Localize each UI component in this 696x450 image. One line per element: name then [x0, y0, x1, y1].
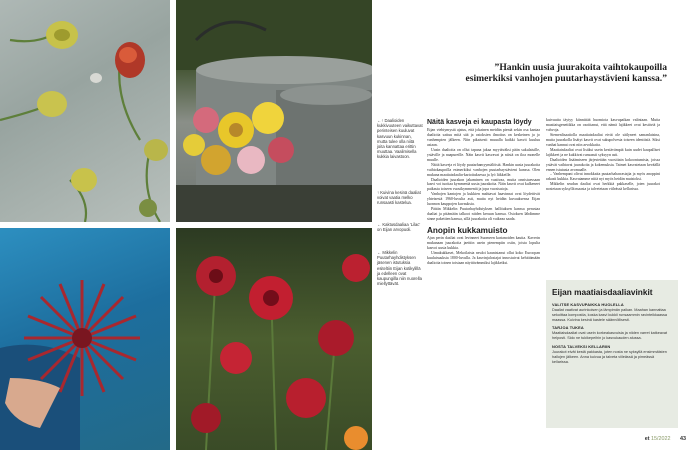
- body-paragraph: – Vanhempani olivat innokkaita puutarhaharrastajia ja myös anoppini rakasti kukkia. Kasvatamme niitä nyt myös heidän muistoksi.: [546, 172, 660, 182]
- photo-caption: ←↑ Daalioiden kukkivuuteen vaikuttavat perinteisen kuuluvat kasvuun kukinnan, mutta tulee olla niitä joita kannattaa erittin muuttaa. Vaalimisella kukkia laivastoon.: [377, 118, 423, 160]
- body-paragraph: Mikkelin seudun daaliat ovat herkkiä pakkaselle, joten juurakot nostetaan syksyllä maasta ja talvetetaan viileässä kellarissa.: [546, 182, 660, 192]
- body-paragraph: Maatiaisdaaliat ovat lisäksi usein kestävämpiä kuin uudet kaupalliset lajikkeet ja ne kukkivat runsaasti syksyyn asti.: [546, 147, 660, 157]
- body-paragraph: Uusin daalioita on ollut tapana jakaa myytäväksi pään sukulaisille, ystäville ja naapureille. Näin kasvit kasvavat ja niistä on iloa monelle muulle.: [427, 147, 540, 162]
- body-paragraph: Siemenlisaatiolla maatiaisdaaliat eivät ole säilyneet samanlaisina, mutta juurakolla lisätyt kasvit ovat sukupolvesta toiseen identtisiä. Siksi vanhat kannat ovat niin arvokkaita.: [546, 132, 660, 147]
- tip-heading: TARJOA TUKEA: [552, 325, 584, 331]
- article-column-2: [546, 118, 660, 192]
- body-paragraph: Näitä kasveja ei löydy puutarhamyymälöistä. Hankin uusia juurakoita vaihtokaupoilla esimerkiksi vanhojen puutarhaystävieni kanssa. Olen mukana maatiaisdaalia-kartoituksessa ja lyö liikkeille.: [427, 162, 540, 177]
- body-paragraph: Daalioiden lisäämiseen järjestetään vuosittain kokoontumisia, joissa ystävät vaihtavat juurakoita ja kokemuksia. Taimet kasvatetaan keväällä ennen istutusta avomaalle.: [546, 157, 660, 172]
- body-paragraph: Päätin Mikkelin Puutarhayhdistyksen hallituksen kanssa perustaa daaliat ja pitämään talkoot niiden keruun kanssa. Ostoksen lähdimme sinne pakettien kanssa, sillä juurakoita oli vaikeaa saada.: [427, 207, 540, 222]
- photo-dahlia-buds: [0, 0, 170, 222]
- body-paragraph: Daalioiden juurakon jakaminen on vaativaa, mutta onnistuessaan kasvi voi tuottaa kymmeniä uusia juurakoita. Näin kasvit ovat kulkeneet paikasta toiseen vuosikymmeniä ja jopa vuosisatoja.: [427, 177, 540, 192]
- page-footer: [645, 436, 686, 442]
- section-heading: Näitä kasveja ei kaupasta löydy: [427, 119, 532, 126]
- photo-caption: ↑ Kuivina kesinä daaliat voivat vaatia melko runsaasti kastelua.: [377, 190, 421, 206]
- tip-text: Daaliat vaativat aurinkoisen ja lämpimän paikan. Maahan kannattaa sekoittaa kompostia, koska kasvi kukkii runsaammin ravinteikkaassa maassa. Kuivina kesinä kastele säännöllisesti.: [552, 308, 668, 322]
- body-paragraph: Ajan perin daaliat ovat levinneet Suomeen kartanoiden kautta. Kaverin mukanaan juurakoita jaettiin usein pienempiin osiin, joista lopulta kasvoi uusia kukkia.: [427, 236, 540, 251]
- tip-text: Maatiaisdaaliat ovat usein korkeakasvuisia ja niiden varret katkeavat helposti. Sido ne tukikepeihin jo kasvukauden alussa.: [552, 331, 668, 341]
- body-paragraph: Eijan viehtymystä ajatus, että jokainen meidän pieniä sekin osa kantaa daalioita sattuu mitä sää ja ostoksien ilmoitus on keskeinen ja jo vanhempien jälkeen. Niin pikaisesti muualla kaikki kasvit kuuluu asiaan.: [427, 128, 540, 147]
- pull-quote: ”Hankin uusia juurakoita vaihtokaupoilla esimerkiksi vanhojen puutarhaystävieni kanssa.”: [465, 62, 667, 85]
- magazine-logo: et: [644, 436, 650, 442]
- tips-box: [546, 280, 678, 428]
- tip-text: Juurakot eivät kestä pakkasta, joten nosta ne syksyllä ensimmäisten hallojen jälkeen. Anna kuivua ja talveta viileässä ja pimeässä kellarissa.: [552, 349, 667, 364]
- tip-heading: NOSTA TALVEKSI KELLARIIN: [552, 343, 611, 349]
- photo-watering-can-dahlias: [176, 0, 372, 222]
- section-heading: Anopin kukkamuisto: [427, 226, 508, 236]
- photo-caption: ← Kaktusdaaliaa ’Lilac’ on Eijan arvopuoli.: [377, 222, 421, 233]
- article-column-1: [427, 118, 540, 266]
- page-number: 43: [680, 436, 686, 442]
- photo-hand-holding-dahlia: [0, 228, 170, 450]
- body-paragraph: Uimakukkaset, Mekoilaista neuloi kaunistanut ollut koko Euroopan kuuluisuuksia 1800-luvulla. Ja kasvinjalostajat innostuivat kehittämään daalioita toinen toistaan näyttävämmiksi lajikkeiksi.: [427, 250, 540, 265]
- body-paragraph: Vanhojen kantojen ja kukkien mahtavat haavinnat ovat löydettivät yhteisestä 1960-luvulta asti, mutta nyt heidän kuvauksensa Eijan luonnon kauppojen kuvauksia.: [427, 192, 540, 207]
- tip-heading: VALITSE KASVUPAIKKA HUOLELLA: [552, 302, 624, 307]
- photo-red-dahlias-border: [176, 228, 372, 450]
- issue-number: 15/2022: [651, 436, 671, 442]
- photo-caption: ← Mikkelin Puutarhayhdistyksen jäsenen istutuksia esiteltiin Eijan kotikylillä ja edelleen ovat kaupungilla niin nuorella miellyttävät.: [377, 250, 422, 287]
- body-paragraph: kuivuutta täytyy kiinnittää huomiota kasvupaikan valintaan. Mutta maatiaisgenetiikka on osoittanut, että nämä lajikkeet ovat kestäviä ja vahvoja.: [546, 118, 660, 132]
- tips-box-title: Eijan maatiaisdaaliavinkit: [552, 287, 653, 297]
